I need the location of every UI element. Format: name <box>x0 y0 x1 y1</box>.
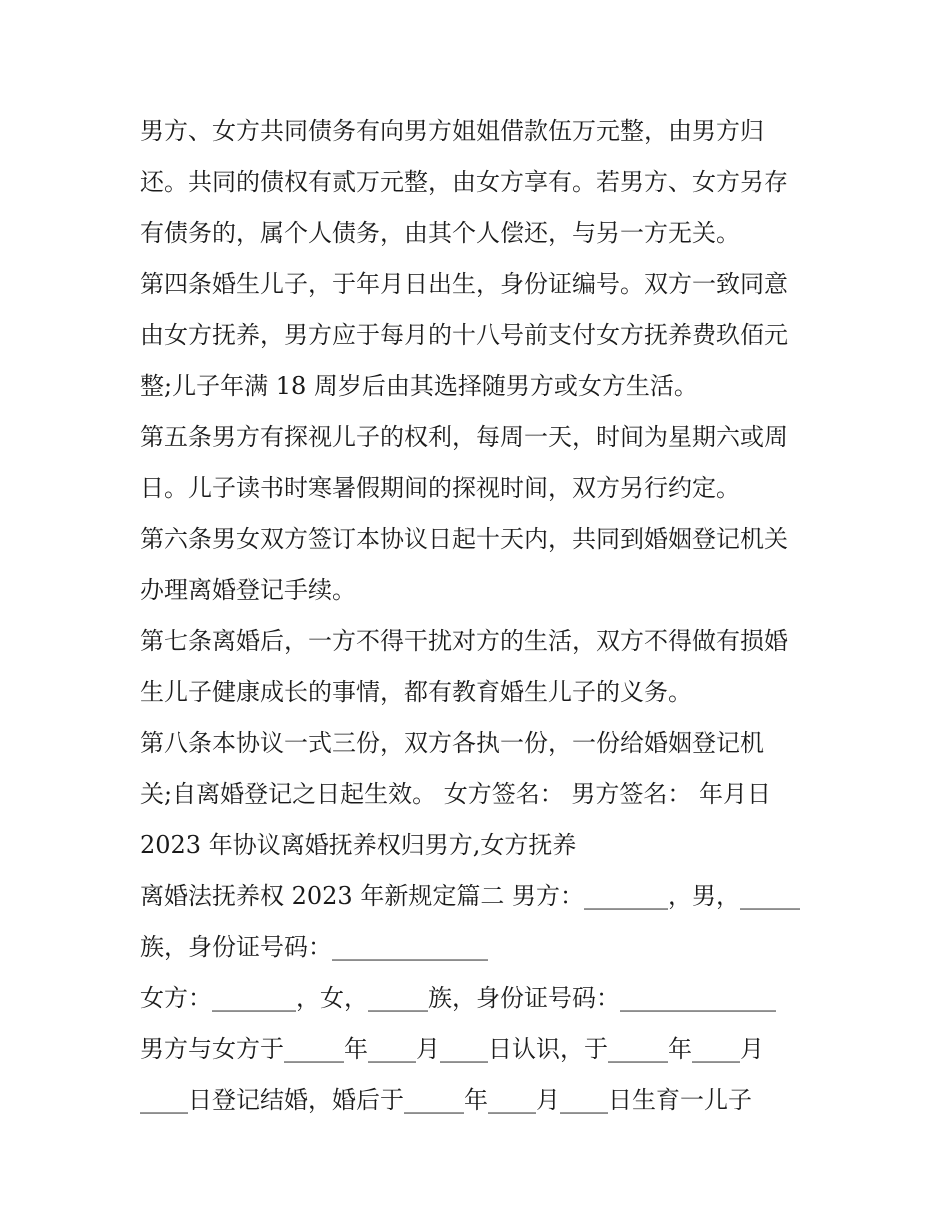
text-line: 第五条男方有探视儿子的权利，每周一天，时间为星期六或周 <box>140 423 788 451</box>
text-line: 2023 年协议离婚抚养权归男方,女方抚养 <box>140 831 577 859</box>
document-body <box>140 106 820 1126</box>
text-line: 关;自离婚登记之日起生效。 女方签名： 男方签名： 年月日 <box>140 780 771 808</box>
text-line: 生儿子健康成长的事情，都有教育婚生儿子的义务。 <box>140 678 692 706</box>
text-line: 族，身份证号码：_____________ <box>140 933 488 961</box>
text-line: 办理离婚登记手续。 <box>140 576 356 604</box>
text-line: 男方、女方共同债务有向男方姐姐借款伍万元整，由男方归 <box>140 117 764 145</box>
text-line: 第六条男女双方签订本协议日起十天内，共同到婚姻登记机关 <box>140 525 788 553</box>
text-line: 还。共同的债权有贰万元整，由女方享有。若男方、女方另存 <box>140 168 788 196</box>
text-line: 离婚法抚养权 2023 年新规定篇二 男方：_______，男，_____ <box>140 882 800 910</box>
text-line: 第七条离婚后，一方不得干扰对方的生活，双方不得做有损婚 <box>140 627 788 655</box>
text-line: 第八条本协议一式三份，双方各执一份，一份给婚姻登记机 <box>140 729 764 757</box>
text-line: 由女方抚养，男方应于每月的十八号前支付女方抚养费玖佰元 <box>140 321 788 349</box>
text-line: 第四条婚生儿子，于年月日出生，身份证编号。双方一致同意 <box>140 270 788 298</box>
text-line: 有债务的，属个人债务，由其个人偿还，与另一方无关。 <box>140 219 740 247</box>
text-line: 女方：_______，女，_____族，身份证号码：_____________ <box>140 984 776 1012</box>
text-line: 男方与女方于_____年____月____日认识，于_____年____月 <box>140 1035 764 1063</box>
text-line: ____日登记结婚，婚后于_____年____月____日生育一儿子 <box>140 1086 752 1114</box>
text-line: 整;儿子年满 18 周岁后由其选择随男方或女方生活。 <box>140 372 698 400</box>
text-line: 日。儿子读书时寒暑假期间的探视时间，双方另行约定。 <box>140 474 740 502</box>
